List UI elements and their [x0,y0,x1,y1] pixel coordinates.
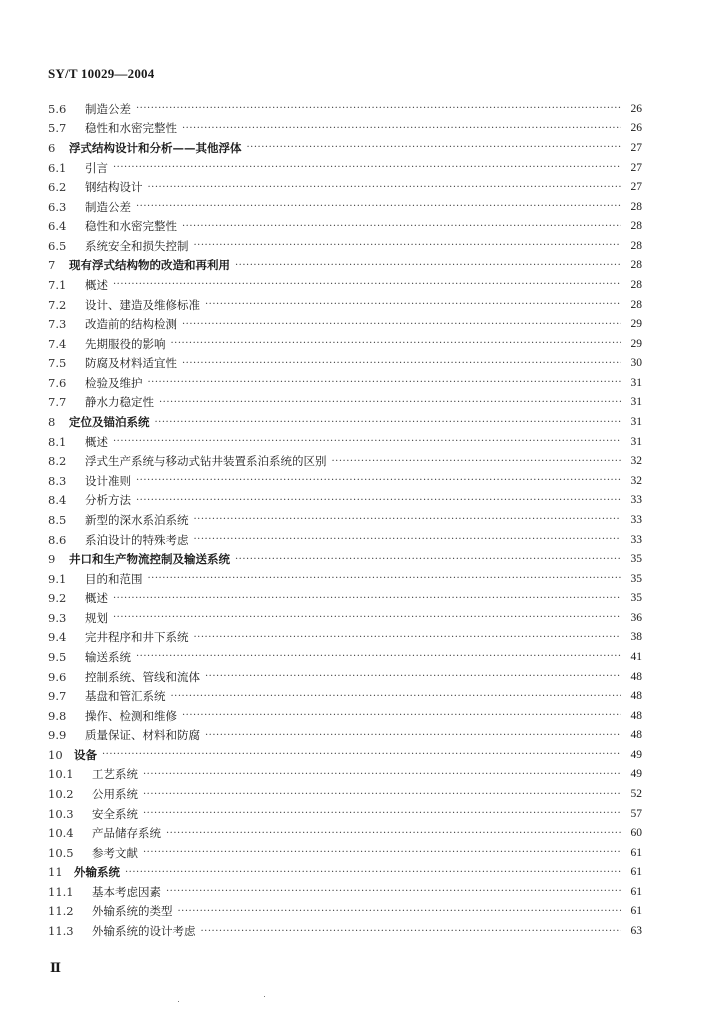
toc-entry-page: 28 [630,239,642,252]
toc-entry-number: 9.7 [48,689,67,704]
toc-entry-number: 8.1 [48,434,67,449]
toc-dot-leader [155,417,622,428]
toc-dot-leader [136,495,621,506]
toc-dot-leader [148,182,622,193]
toc-entry-page: 61 [630,866,642,879]
toc-entry-number: 10.5 [48,845,74,860]
toc-entry-page: 27 [630,141,642,154]
toc-entry-title: 安全系统 [92,806,138,821]
toc-entry-number: 10.1 [48,767,74,782]
toc-entry-title: 先期服役的影响 [85,336,166,351]
toc-dot-leader [171,691,622,702]
toc-entry-title: 制造公差 [85,199,131,214]
toc-entry-number: 7.2 [48,297,67,312]
toc-dot-leader [102,749,621,760]
toc-entry-page: 61 [630,846,642,859]
toc-entry[interactable] [48,569,642,589]
toc-entry-page: 29 [630,337,642,350]
toc-entry-number: 10 [48,747,63,762]
toc-entry[interactable] [48,647,642,667]
toc-entry[interactable] [48,451,642,471]
toc-dot-leader [247,142,622,153]
toc-entry-number: 9.5 [48,649,67,664]
toc-entry[interactable] [48,99,642,119]
toc-entry-page: 33 [630,513,642,526]
toc-entry-number: 7.6 [48,375,67,390]
toc-entry-number: 9 [48,552,56,567]
toc-entry-number: 7.1 [48,277,67,292]
toc-dot-leader [113,593,621,604]
scan-speck [264,996,265,997]
toc-entry[interactable] [48,549,642,569]
toc-entry-number: 8.5 [48,512,67,527]
toc-entry-page: 61 [630,905,642,918]
toc-entry[interactable] [48,765,642,785]
toc-entry-page: 48 [630,709,642,722]
toc-dot-leader [166,828,621,839]
toc-dot-leader [159,397,621,408]
toc-entry-page: 31 [630,396,642,409]
toc-dot-leader [201,926,622,937]
toc-entry-page: 30 [630,357,642,370]
toc-entry-title: 完井程序和井下系统 [85,630,189,645]
toc-entry-page: 49 [630,748,642,761]
toc-entry-title: 浮式生产系统与移动式钻井装置系泊系统的区别 [85,454,327,469]
toc-entry-number: 8.3 [48,473,67,488]
toc-entry-page: 32 [630,455,642,468]
table-of-contents [48,99,642,941]
toc-entry-page: 27 [630,181,642,194]
toc-entry[interactable] [48,197,642,217]
toc-entry-page: 48 [630,729,642,742]
toc-dot-leader [113,162,621,173]
toc-entry-page: 41 [630,650,642,663]
toc-entry-number: 8 [48,415,56,430]
toc-entry[interactable] [48,921,642,941]
toc-entry-number: 9.6 [48,669,67,684]
toc-entry-page: 26 [630,102,642,115]
toc-entry[interactable] [48,726,642,746]
toc-entry-title: 系泊设计的特殊考虑 [85,532,189,547]
toc-dot-leader [235,554,621,565]
toc-entry-page: 57 [630,807,642,820]
toc-entry[interactable] [48,608,642,628]
toc-entry-title: 分析方法 [85,493,131,508]
toc-dot-leader [166,886,621,897]
toc-entry[interactable] [48,295,642,315]
toc-entry-title: 引言 [85,160,108,175]
toc-dot-leader [171,338,622,349]
toc-entry-number: 6.1 [48,160,67,175]
toc-entry-page: 36 [630,611,642,624]
toc-entry[interactable] [48,412,642,432]
toc-entry-title: 概述 [85,277,108,292]
toc-entry-title: 外输系统的设计考虑 [92,924,196,939]
toc-entry-title: 基盘和管汇系统 [85,689,166,704]
toc-entry[interactable] [48,628,642,648]
toc-entry[interactable] [48,138,642,158]
toc-entry[interactable] [48,530,642,550]
toc-entry-number: 9.4 [48,630,67,645]
toc-dot-leader [182,358,621,369]
toc-entry-page: 61 [630,885,642,898]
toc-entry-page: 63 [630,925,642,938]
toc-dot-leader [194,632,622,643]
toc-entry[interactable] [48,804,642,824]
toc-entry-page: 35 [630,592,642,605]
toc-entry-title: 检验及维护 [85,375,143,390]
toc-entry-title: 新型的深水系泊系统 [85,512,189,527]
toc-entry[interactable] [48,843,642,863]
toc-entry-number: 7.5 [48,356,67,371]
toc-entry[interactable] [48,588,642,608]
toc-dot-leader [182,221,621,232]
toc-entry-title: 质量保证、材料和防腐 [85,728,200,743]
toc-entry[interactable] [48,119,642,139]
toc-entry-page: 35 [630,572,642,585]
toc-entry[interactable] [48,236,642,256]
toc-entry-number: 11.3 [48,924,74,939]
toc-entry[interactable] [48,491,642,511]
toc-dot-leader [143,808,621,819]
standard-code-header: SY/T 10029—2004 [48,66,155,81]
toc-dot-leader [182,319,621,330]
toc-entry[interactable] [48,863,642,883]
toc-entry-title: 概述 [85,434,108,449]
toc-entry-page: 48 [630,690,642,703]
toc-entry-page: 31 [630,376,642,389]
toc-entry[interactable] [48,902,642,922]
toc-entry-title: 制造公差 [85,101,131,116]
toc-entry-page: 52 [630,788,642,801]
toc-entry[interactable] [48,216,642,236]
toc-entry-number: 6.4 [48,219,67,234]
toc-entry-title: 稳性和水密完整性 [85,121,177,136]
toc-entry-page: 26 [630,122,642,135]
toc-entry-title: 系统安全和损失控制 [85,238,189,253]
toc-entry-page: 28 [630,220,642,233]
toc-entry[interactable] [48,686,642,706]
toc-entry-number: 11 [48,865,63,880]
toc-entry-number: 6.2 [48,180,67,195]
toc-dot-leader [194,240,622,251]
toc-dot-leader [113,612,621,623]
toc-dot-leader [113,279,621,290]
toc-entry-page: 31 [630,435,642,448]
toc-dot-leader [194,534,622,545]
toc-entry-number: 6 [48,140,56,155]
toc-dot-leader [205,671,621,682]
toc-entry-title: 外输系统的类型 [92,904,173,919]
toc-dot-leader [143,847,621,858]
toc-entry-page: 28 [630,298,642,311]
toc-entry-number: 7.3 [48,317,67,332]
toc-entry-title: 产品储存系统 [92,826,161,841]
toc-entry-title: 操作、检测和维修 [85,708,177,723]
toc-entry-title: 稳性和水密完整性 [85,219,177,234]
toc-dot-leader [136,201,621,212]
toc-entry[interactable] [48,432,642,452]
toc-entry-title: 基本考虑因素 [92,884,161,899]
toc-dot-leader [113,436,621,447]
toc-entry-page: 49 [630,768,642,781]
toc-entry-title: 设计准则 [85,473,131,488]
toc-entry-title: 防腐及材料适宜性 [85,356,177,371]
toc-entry[interactable] [48,667,642,687]
toc-entry-page: 31 [630,416,642,429]
toc-entry-title: 控制系统、管线和流体 [85,669,200,684]
toc-entry-page: 28 [630,259,642,272]
toc-dot-leader [205,730,621,741]
toc-entry-number: 10.4 [48,826,74,841]
toc-entry[interactable] [48,354,642,374]
page-number-marker: Ⅱ [50,960,61,975]
toc-entry[interactable] [48,510,642,530]
toc-entry-page: 28 [630,200,642,213]
toc-dot-leader [332,456,622,467]
toc-dot-leader [143,769,621,780]
toc-entry-page: 48 [630,670,642,683]
toc-entry[interactable] [48,373,642,393]
toc-entry-number: 9.3 [48,610,67,625]
toc-entry-title: 井口和生产物流控制及输送系统 [69,552,230,567]
toc-entry-title: 改造前的结构检测 [85,317,177,332]
toc-entry-number: 9.9 [48,728,67,743]
toc-entry-title: 定位及锚泊系统 [69,415,150,430]
toc-dot-leader [148,573,622,584]
toc-entry-page: 28 [630,278,642,291]
toc-dot-leader [235,260,621,271]
toc-entry-title: 概述 [85,591,108,606]
toc-entry-number: 9.8 [48,708,67,723]
toc-entry[interactable] [48,393,642,413]
toc-entry-number: 9.2 [48,591,67,606]
toc-entry-page: 29 [630,318,642,331]
toc-entry-title: 输送系统 [85,649,131,664]
toc-entry-title: 参考文献 [92,845,138,860]
toc-entry-number: 6.3 [48,199,67,214]
toc-entry-title: 规划 [85,610,108,625]
toc-entry-title: 浮式结构设计和分析——其他浮体 [69,140,242,155]
toc-entry-number: 11.1 [48,884,74,899]
toc-entry-number: 8.6 [48,532,67,547]
toc-dot-leader [136,103,621,114]
scan-speck [178,1001,179,1002]
toc-dot-leader [194,514,622,525]
toc-entry-number: 9.1 [48,571,67,586]
toc-entry[interactable] [48,784,642,804]
toc-entry-page: 35 [630,553,642,566]
toc-dot-leader [125,867,621,878]
toc-entry[interactable] [48,471,642,491]
toc-entry[interactable] [48,314,642,334]
toc-dot-leader [148,377,622,388]
toc-entry-title: 目的和范围 [85,571,143,586]
toc-dot-leader [205,299,621,310]
toc-entry-number: 7.4 [48,336,67,351]
toc-entry-number: 11.2 [48,904,74,919]
toc-entry-title: 现有浮式结构物的改造和再利用 [69,258,230,273]
toc-entry-number: 7.7 [48,395,67,410]
toc-entry-title: 设计、建造及维修标准 [85,297,200,312]
toc-dot-leader [136,651,621,662]
toc-dot-leader [143,789,621,800]
toc-entry[interactable] [48,823,642,843]
toc-entry[interactable] [48,256,642,276]
toc-entry-number: 7 [48,258,56,273]
toc-entry-title: 静水力稳定性 [85,395,154,410]
toc-entry-title: 公用系统 [92,787,138,802]
toc-dot-leader [136,475,621,486]
toc-entry-page: 33 [630,533,642,546]
toc-entry-number: 10.2 [48,787,74,802]
toc-entry-number: 5.7 [48,121,67,136]
toc-entry-page: 38 [630,631,642,644]
toc-entry-title: 外输系统 [74,865,120,880]
toc-dot-leader [182,710,621,721]
toc-entry-number: 8.4 [48,493,67,508]
toc-entry-number: 6.5 [48,238,67,253]
toc-entry[interactable] [48,706,642,726]
toc-entry-title: 设备 [74,747,97,762]
toc-entry[interactable] [48,177,642,197]
toc-entry[interactable] [48,882,642,902]
toc-entry[interactable] [48,745,642,765]
toc-dot-leader [178,906,622,917]
toc-entry[interactable] [48,334,642,354]
toc-entry-title: 工艺系统 [92,767,138,782]
toc-dot-leader [182,123,621,134]
toc-entry-page: 33 [630,494,642,507]
toc-entry-page: 27 [630,161,642,174]
toc-entry-number: 10.3 [48,806,74,821]
toc-entry-title: 钢结构设计 [85,180,143,195]
toc-entry-number: 8.2 [48,454,67,469]
toc-entry-number: 5.6 [48,101,67,116]
toc-entry[interactable] [48,275,642,295]
toc-entry-page: 60 [630,827,642,840]
toc-entry-page: 32 [630,474,642,487]
toc-entry[interactable] [48,158,642,178]
